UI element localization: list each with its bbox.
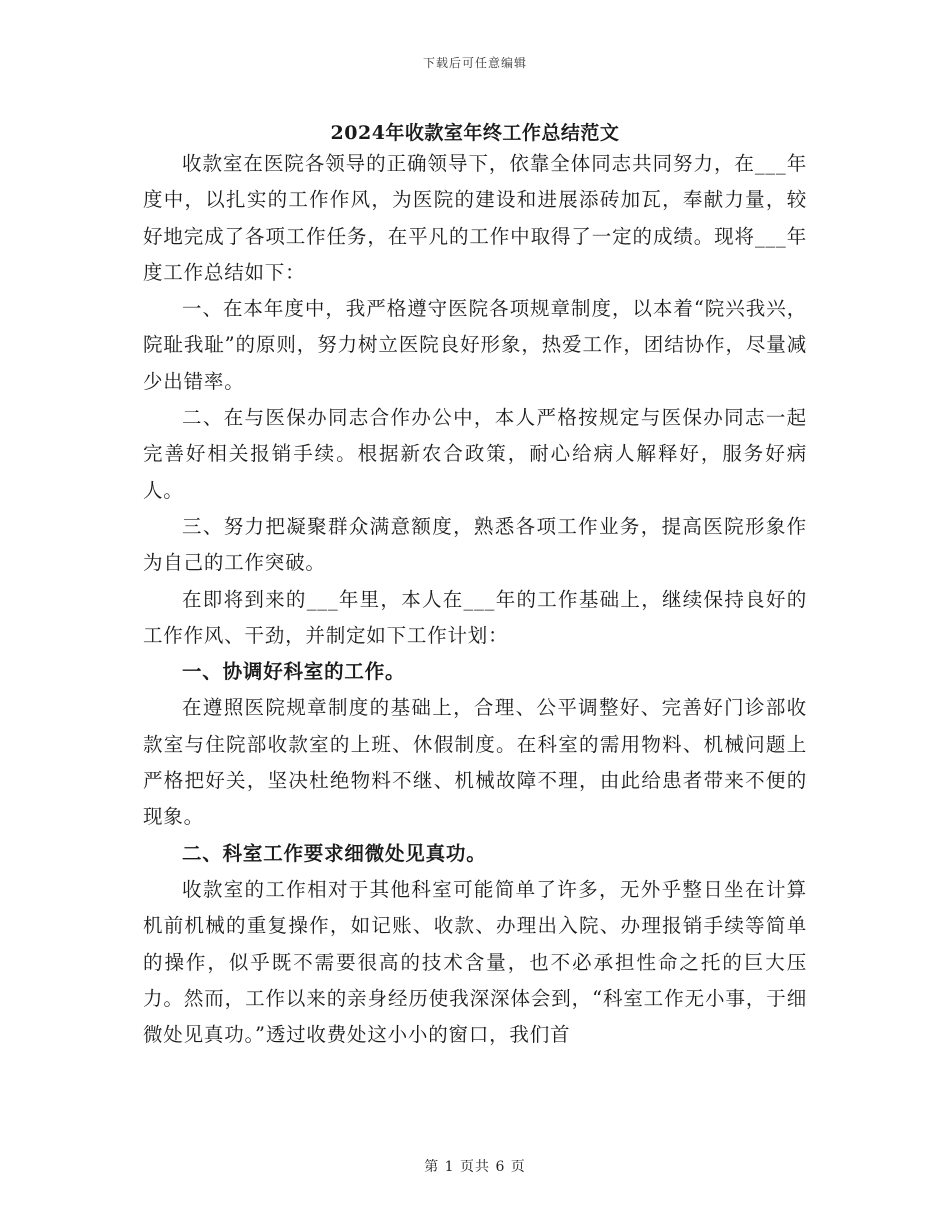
paragraph-section-2: 收款室的工作相对于其他科室可能简单了许多，无外乎整日坐在计算机前机械的重复操作，如记账、收款、办理出入院、办理报销手续等简单的操作，似乎既不需要很高的技术含量，也不必承担性命之托的巨大压力。然而，工作以来的亲身经历使我深深体会到，“科室工作无小事，于细微处见真功。”透过收费处这小小的窗口，我们首 bbox=[143, 877, 807, 1047]
paragraph-item-2: 二、在与医保办同志合作办公中，本人严格按规定与医保办同志一起完善好相关报销手续。根据新农合政策，耐心给病人解释好，服务好病人。 bbox=[143, 406, 807, 502]
paragraph-section-1: 在遵照医院规章制度的基础上，合理、公平调整好、完善好门诊部收款室与住院部收款室的上班、休假制度。在科室的需用物料、机械问题上严格把好关，坚决杜绝物料不继、机械故障不理，由此给患者带来不便的现象。 bbox=[143, 696, 807, 829]
paragraph-item-3: 三、努力把凝聚群众满意额度，熟悉各项工作业务，提高医院形象作为自己的工作突破。 bbox=[143, 514, 807, 575]
document-body bbox=[143, 146, 807, 1053]
page-number-footer: 第 1 页共 6 页 bbox=[424, 1159, 526, 1175]
paragraph-plan-intro: 在即将到来的___年里，本人在___年的工作基础上，继续保持良好的工作作风、干劲，并制定如下工作计划： bbox=[143, 587, 807, 647]
paragraph-item-1: 一、在本年度中，我严格遵守医院各项规章制度，以本着“院兴我兴，院耻我耻”的原则，努力树立医院良好形象，热爱工作，团结协作，尽量减少出错率。 bbox=[143, 297, 807, 393]
document-title: 2024年收款室年终工作总结范文 bbox=[330, 122, 620, 144]
paragraph-intro: 收款室在医院各领导的正确领导下，依靠全体同志共同努力，在___年度中，以扎实的工作作风，为医院的建设和进展添砖加瓦，奉献力量，较好地完成了各项工作任务，在平凡的工作中取得了一定的成绩。现将___年度工作总结如下： bbox=[143, 152, 807, 284]
header-note: 下载后可任意编辑 bbox=[422, 56, 527, 70]
section-heading-1: 一、协调好科室的工作。 bbox=[182, 660, 406, 684]
section-heading-2: 二、科室工作要求细微处见真功。 bbox=[182, 841, 487, 865]
